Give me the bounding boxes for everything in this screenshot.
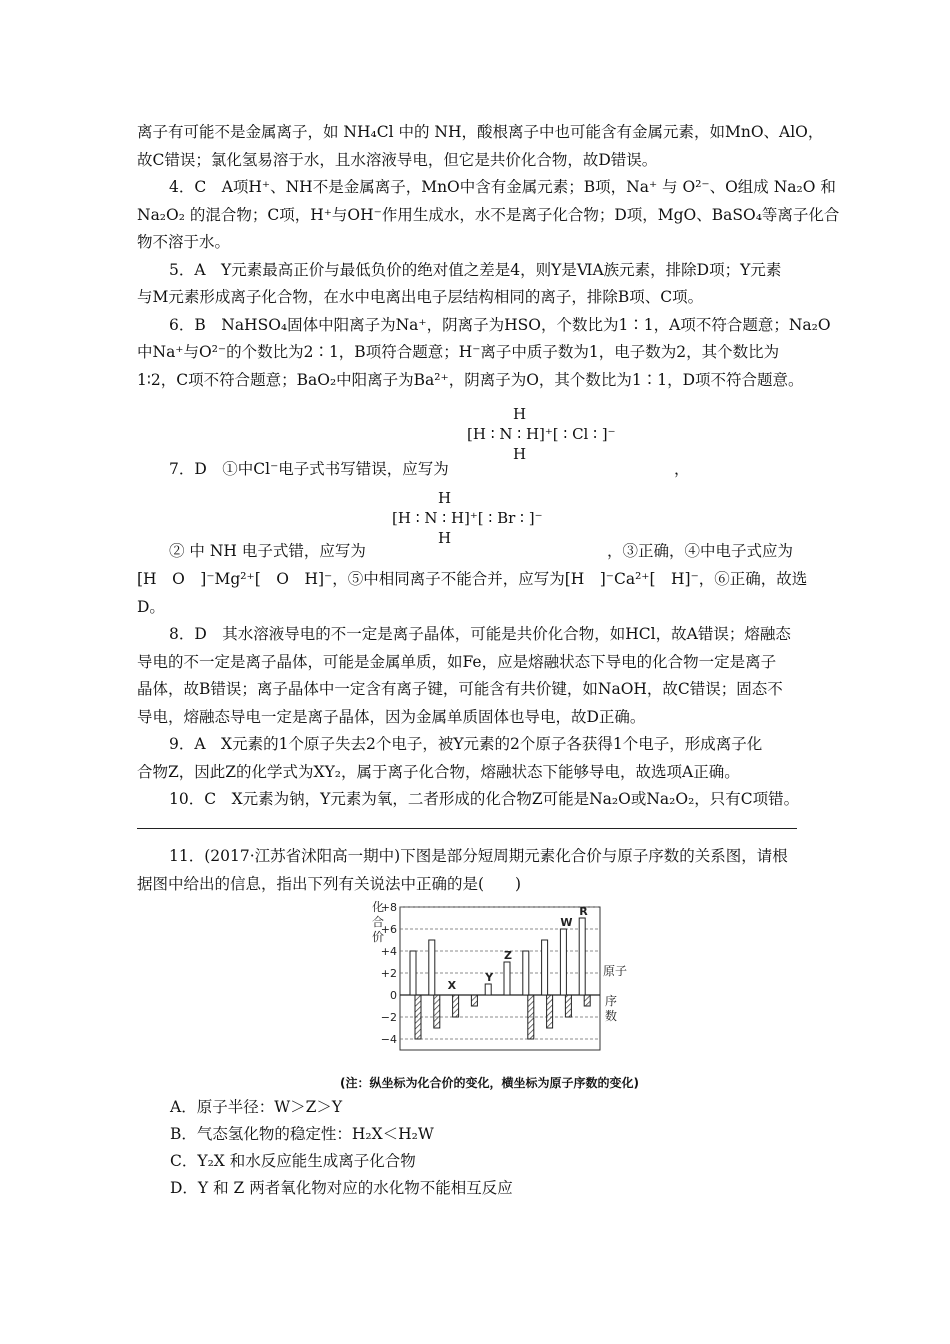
bar-positive: [542, 940, 548, 995]
text-line: [H O ]⁻Mg²⁺[ O H]⁻，⑤中相同离子不能合并，应写为[H ]⁻Ca²⁺[ H]⁻，⑥正确，故选: [137, 570, 808, 588]
text-line: Na₂O₂ 的混合物；C项，H⁺与OH⁻作用生成水，水不是离子化合物；D项，MgO、BaSO₄等离子化合: [137, 205, 840, 224]
element-label: Z: [504, 949, 512, 962]
bar-negative: [415, 995, 421, 1039]
chart-note: (注：纵坐标为化合价的变化，横坐标为原子序数的变化): [340, 1076, 639, 1090]
y-tick-label: +6: [380, 923, 397, 936]
bar-negative: [565, 995, 571, 1017]
element-label: R: [579, 905, 588, 918]
bar-positive: [560, 929, 566, 995]
text-line: 据图中给出的信息，指出下列有关说法中正确的是( ): [137, 874, 522, 893]
element-label: X: [447, 979, 457, 992]
y-tick-label: +4: [380, 945, 397, 958]
lewis-bottom-h: H: [438, 529, 452, 547]
bar-negative: [453, 995, 459, 1017]
text-line: 与M元素形成离子化合物，在水中电离出电子层结构相同的离子，排除B项、C项。: [137, 288, 704, 306]
option-b: B．气态氢化物的稳定性：H₂X＜H₂W: [170, 1125, 434, 1143]
text-line: 11．(2017·江苏省沭阳高一期中)下图是部分短周期元素化合价与原子序数的关系图，请根: [169, 847, 788, 865]
answer-text-block: [137, 119, 840, 394]
text-line: 故C错误；氯化氢易溶于水，且水溶液导电，但它是共价化合物，故D错误。: [137, 150, 658, 169]
text-line: 1∶2，C项不符合题意；BaO₂中阳离子为Ba²⁺，阴离子为O，其个数比为1∶1，D项不符合题意。: [137, 370, 804, 389]
text-line: 10．C X元素为钠，Y元素为氧，二者形成的化合物Z可能是Na₂O或Na₂O₂，只有C项错。: [169, 790, 800, 808]
answer-7-line1: [137, 456, 837, 484]
element-label: W: [560, 916, 573, 929]
lewis-top-h: H: [513, 405, 527, 423]
lewis-bottom-h: H: [513, 445, 527, 463]
answer-text-block: [137, 566, 837, 814]
comma: ，: [674, 460, 690, 478]
answer-7-line2-tail: ，③正确，④中电子式应为: [607, 542, 794, 560]
bar-negative: [471, 995, 477, 1006]
text-line: 合物Z，因此Z的化学式为XY₂，属于离子化合物，熔融状态下能够导电，故选项A正确。: [137, 762, 740, 781]
y-axis-label: 化: [372, 900, 385, 914]
bar-positive: [579, 918, 585, 995]
text-line: 导电的不一定是离子晶体，可能是金属单质，如Fe，应是熔融状态下导电的化合物一定是离子: [137, 652, 777, 671]
valence-chart: [360, 897, 628, 1072]
text-line: 5．A Y元素最高正价与最低负价的绝对值之差是4，则Y是ⅥA族元素，排除D项；Y元素: [169, 260, 782, 279]
text-line: 7．D ①中Cl⁻电子式书写错误，应写为: [169, 460, 449, 478]
x-axis-label: 数: [605, 1009, 618, 1023]
bar-negative: [528, 995, 534, 1039]
text-line: D。: [137, 597, 165, 616]
y-tick-label: +8: [380, 901, 397, 914]
lewis-structure-nh4cl: [467, 404, 616, 464]
bar-negative: [434, 995, 440, 1028]
text-line: 晶体，故B错误；离子晶体中一定含有离子键，可能含有共价键，如NaOH，故C错误；固态不: [137, 680, 783, 698]
lewis-formula: [H ∶ N ∶ H]⁺[ ∶ Br ∶ ]⁻: [392, 509, 543, 527]
y-axis-label: 价: [372, 930, 385, 944]
text-line: 物不溶于水。: [137, 233, 231, 251]
text-line: 9．A X元素的1个原子失去2个电子，被Y元素的2个原子各获得1个电子，形成离子化: [169, 735, 763, 753]
bar-negative: [584, 995, 590, 1006]
y-tick-label: −4: [380, 1033, 397, 1046]
bar-positive: [504, 962, 510, 995]
y-tick-label: −2: [380, 1011, 397, 1024]
bar-positive: [523, 951, 529, 995]
option-d: D．Y 和 Z 两者氧化物对应的水化物不能相互反应: [170, 1179, 513, 1197]
y-tick-label: 0: [390, 989, 397, 1002]
text-line: 中Na⁺与O²⁻的个数比为2∶1，B项符合题意；H⁻离子中质子数为1，电子数为2，其个数比为: [137, 343, 780, 361]
text-line: ② 中 NH 电子式错，应写为: [169, 542, 366, 560]
x-axis-label: 序: [605, 994, 618, 1008]
element-label: Y: [485, 971, 494, 984]
y-axis-label: 合: [372, 915, 385, 929]
bar-positive: [429, 940, 435, 995]
text-line: 4．C A项H⁺、NH不是金属离子，MnO中含有金属元素；B项，Na⁺ 与 O²⁻、O组成 Na₂O 和: [169, 178, 836, 196]
text-line: 8．D 其水溶液导电的不一定是离子晶体，可能是共价化合物，如HCl，故A错误；熔融态: [169, 625, 791, 643]
y-tick-label: +2: [380, 967, 397, 980]
bar-negative: [547, 995, 553, 1028]
text-line: 6．B NaHSO₄固体中阳离子为Na⁺，阴离子为HSO，个数比为1∶1，A项不符合题意；Na₂O: [169, 315, 831, 334]
lewis-formula: [H ∶ N ∶ H]⁺[ ∶ Cl ∶ ]⁻: [467, 425, 616, 443]
option-c: C．Y₂X 和水反应能生成离子化合物: [170, 1152, 416, 1170]
divider-line: [137, 828, 797, 829]
question-11-stem: [137, 843, 837, 898]
option-a: A．原子半径：W＞Z＞Y: [170, 1098, 343, 1116]
bar-positive: [485, 984, 491, 995]
bar-positive: [410, 951, 416, 995]
x-axis-label: 原子: [603, 964, 628, 978]
text-line: 离子有可能不是金属离子，如 NH₄Cl 中的 NH，酸根离子中也可能含有金属元素，如MnO、AlO，: [137, 123, 824, 141]
lewis-top-h: H: [438, 489, 452, 507]
text-line: 导电，熔融态导电一定是离子晶体，因为金属单质固体也导电，故D正确。: [137, 707, 646, 726]
